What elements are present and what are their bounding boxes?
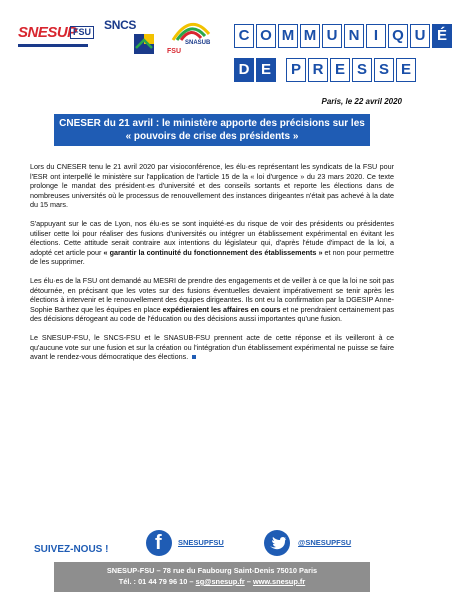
de-presse-heading [234, 58, 416, 82]
paragraph-2-emphasis: « garantir la continuité du fonctionnement des établissements » [103, 247, 323, 257]
twitter-icon[interactable] [264, 530, 290, 556]
facebook-link[interactable]: SNESUPFSU [178, 538, 224, 547]
snesup-logo-bar [18, 44, 88, 47]
paragraph-4 [30, 333, 394, 362]
paragraph-3-part-1: Les élu·es de la FSU ont demandé au MESRI de prendre des engagements et de veiller à ce que la loi ne soit pas détournée, en précisant que les votes sur des fusions éventuelles devaient impérativement se tenir après les élections à intervenir et le renouvellement des équipes dirigeantes. Ils ont eu la confirmation par la DGESIP Anne-Sophie Barthez que les équipes en place [30, 275, 394, 314]
sncs-fsu-logo [104, 14, 156, 58]
heading-letter: E [396, 58, 416, 82]
footer-contact-line [54, 576, 370, 587]
heading-letter: U [322, 24, 342, 48]
heading-letter: I [366, 24, 386, 48]
communique-heading [234, 24, 452, 48]
end-bullet-icon [192, 355, 196, 359]
heading-letter: M [278, 24, 298, 48]
heading-letter: E [256, 58, 276, 82]
heading-letter: R [308, 58, 328, 82]
heading-letter: D [234, 58, 254, 82]
footer-email-link[interactable]: sg@snesup.fr [195, 577, 245, 586]
footer-tel: Tél. : 01 44 79 96 10 – [118, 577, 196, 586]
paragraph-2 [30, 219, 394, 267]
snesup-fsu-logo [18, 20, 90, 54]
paragraph-2-part-1: S'appuyant sur le cas de Lyon, nos élu·es se sont inquiété·es du risque de voir des présidents ou présidentes utiliser cette loi pour réaliser des fusions d'universités ou intégrer un établissement expérimental en évitant les élections. Cette attitude serait contraire aux intentions du législateur qui, d'après l'étude d'impact de la loi, a adopté cet article pour [30, 218, 394, 257]
footer-contact-bar [54, 562, 370, 592]
heading-letter: O [256, 24, 276, 48]
paragraph-1: Lors du CNESER tenu le 21 avril 2020 par visioconférence, les élu·es représentant les syndicats de la FSU pour l'ESR ont interpellé le ministère sur l'application de l'article 15 de la « loi d'urgence » du 23 mars 2020. Ce texte prolonge le mandat des président·es d'université et des conseils sortants et reporte les élections dans de nombreuses universités où le processus de renouvellement des instances dirigeantes n'était pas achevé à la date du 15 mars. [30, 162, 394, 210]
twitter-link[interactable]: @SNESUPFSU [298, 538, 352, 547]
heading-letter: S [352, 58, 372, 82]
sncs-logo-text: SNCS [104, 18, 137, 32]
sncs-fsu-mark-icon [134, 34, 154, 54]
paragraph-3 [30, 276, 394, 324]
snesup-logo-fsu: FSU [70, 26, 94, 39]
press-release-body [30, 162, 394, 371]
twitter-bird-icon [264, 530, 290, 556]
footer-separator: – [244, 577, 253, 586]
heading-letter: M [300, 24, 320, 48]
paragraph-3-part-2: et ne prendraient certainement pas des décisions dérogeant au code de l'éducation ou des décisions aussi importantes qu'une fusion. [30, 304, 395, 324]
heading-letter: Q [388, 24, 408, 48]
heading-letter: C [234, 24, 254, 48]
snasub-logo-fsu: FSU [167, 48, 181, 55]
footer-website-link[interactable]: www.snesup.fr [252, 577, 306, 586]
snasub-logo-text: SNASUB [185, 40, 211, 46]
heading-letter: É [432, 24, 452, 48]
snasub-fsu-logo [165, 18, 215, 62]
title-banner [54, 114, 370, 146]
press-date: Paris, le 22 avril 2020 [321, 97, 402, 106]
paragraph-3-emphasis: expédieraient les affaires en cours [162, 304, 281, 314]
title-line-1: CNESER du 21 avril : le ministère apporte des précisions sur les [59, 118, 365, 129]
heading-letter: U [410, 24, 430, 48]
paragraph-4-text: Le SNESUP-FSU, le SNCS-FSU et le SNASUB-FSU prennent acte de cette réponse et ils veilleront à ce qu'aucune vote sur une fusion et sur la création ou l'intégration d'un établissement expérimental ne puisse se faire avant le rendez-vous démocratique des élections. [30, 332, 394, 362]
snesup-logo-text: SNESUP [18, 24, 77, 41]
facebook-icon[interactable]: f [146, 530, 172, 556]
paragraph-2-part-2: et non pour permettre de les supprimer. [30, 247, 394, 267]
heading-letter: P [286, 58, 306, 82]
follow-us-label: SUIVEZ-NOUS ! [34, 544, 109, 555]
heading-letter [278, 58, 284, 80]
heading-letter: N [344, 24, 364, 48]
title-line-2: « pouvoirs de crise des présidents » [125, 131, 299, 142]
heading-letter: E [330, 58, 350, 82]
footer-address: SNESUP-FSU – 78 rue du Faubourg Saint-Denis 75010 Paris [106, 566, 318, 575]
heading-letter: S [374, 58, 394, 82]
snasub-arc-icon [171, 18, 211, 42]
